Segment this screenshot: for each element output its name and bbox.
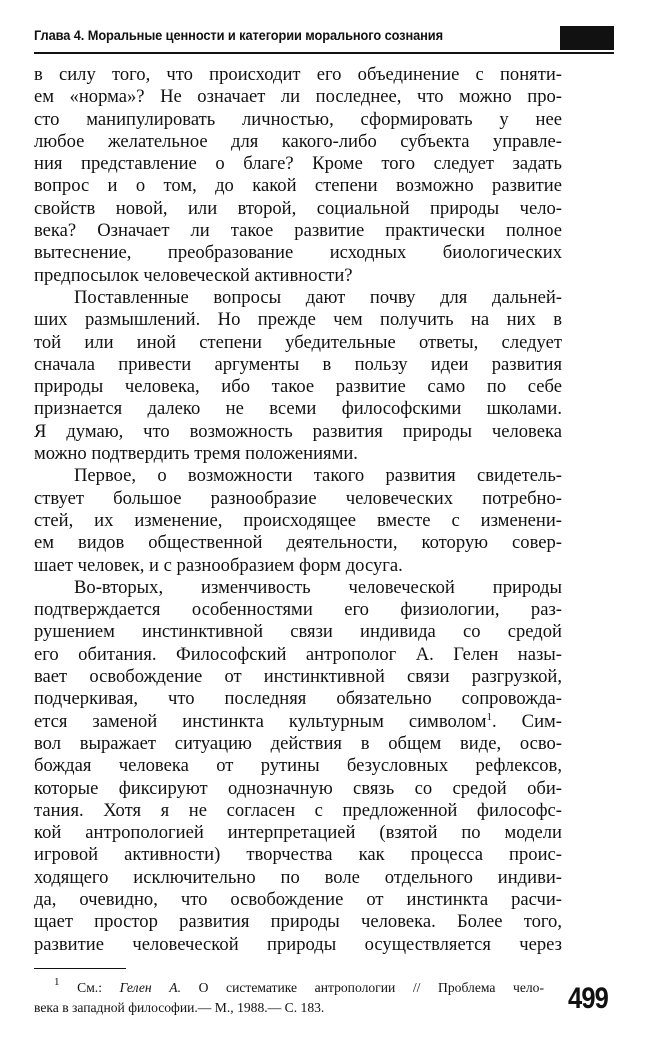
text-line: подтверждается особенностями его физиологии, раз- <box>34 599 562 621</box>
text-line: ния представление о благе? Кроме того следует задать <box>34 153 562 175</box>
text-line: вопрос и о том, до какой степени возможно развитие <box>34 175 562 197</box>
text-line: кой антропологией интерпретацией (взятой по модели <box>34 822 562 844</box>
text-line: стей, их изменение, происходящее вместе с изменени- <box>34 509 562 531</box>
text-line: игровой активности) творчества как процесса проис- <box>34 844 562 866</box>
footnote-prefix: См.: <box>77 980 120 995</box>
text-fragment: ется заменой инстинкта культурным символом <box>34 710 487 732</box>
text-line: сто манипулировать личностью, сформировать у нее <box>34 108 562 130</box>
footnote-author: Гелен А. <box>119 980 181 995</box>
text-line: Первое, о возможности такого развития свидетель- <box>74 465 562 487</box>
footnote-divider <box>34 968 126 969</box>
text-line: Во-вторых, изменчивость человеческой природы <box>74 576 562 598</box>
text-line: Я думаю, что возможность развития природы человека <box>34 420 562 442</box>
text-line: бождая человека от рутины безусловных рефлексов, <box>34 755 562 777</box>
body-text <box>34 64 562 956</box>
page-number: 499 <box>568 982 609 1015</box>
text-line: ствует большое разнообразие человеческих потребно- <box>34 487 562 509</box>
text-line: вытеснение, преобразование исходных биологических <box>34 242 562 264</box>
text-line: рушением инстинктивной связи индивида со средой <box>34 621 562 643</box>
text-line: развитие человеческой природы осуществляется через <box>34 933 562 955</box>
text-line: его обитания. Философский антрополог А. Гелен назы- <box>34 643 562 665</box>
footnote-reference: 1 <box>486 710 493 723</box>
text-line-with-footnote-ref <box>34 711 562 733</box>
text-line: ших размышлений. Но прежде чем получить на них в <box>34 309 562 331</box>
text-line: свойств новой, или второй, социальной природы чело- <box>34 197 562 219</box>
footnote-citation: О систематике антропологии // Проблема чело- <box>180 980 545 995</box>
text-line: той или иной степени убедительные ответы, следует <box>34 331 562 353</box>
text-line: любое желательное для какого-либо субъекта управле- <box>34 130 562 152</box>
text-line: ходящего исключительно по воле отдельного индиви- <box>34 866 562 888</box>
text-line: предпосылок человеческой активности? <box>34 264 353 286</box>
text-line: века? Означает ли такое развитие практически полное <box>34 220 562 242</box>
text-line: в силу того, что происходит его объединение с поняти- <box>34 64 562 85</box>
text-line: вает освобождение от инстинктивной связи разгрузкой, <box>34 666 562 688</box>
footnote-line: века в западной философии.— М., 1988.— С. 183. <box>34 1000 325 1015</box>
footnote-line <box>34 978 544 998</box>
text-line: Поставленные вопросы дают почву для дальней- <box>74 286 562 308</box>
text-line: которые фиксируют однозначную связь со средой оби- <box>34 777 562 799</box>
text-line: шает человек, и с разнообразием форм досуга. <box>34 554 403 576</box>
text-line: ем видов общественной деятельности, которую совер- <box>34 532 562 554</box>
footnote <box>34 978 544 1018</box>
chapter-title: Глава 4. Моральные ценности и категории морального сознания <box>34 28 443 43</box>
text-fragment: . Сим- <box>492 710 562 732</box>
text-line: подчеркивая, что последняя обязательно сопровожда- <box>34 688 562 710</box>
footnote-marker: 1 <box>54 976 60 988</box>
running-header <box>34 26 614 54</box>
text-line: тания. Хотя я не согласен с предложенной философс- <box>34 799 562 821</box>
text-line: щает простор развития природы человека. Более того, <box>34 911 562 933</box>
text-line: да, очевидно, что освобождение от инстинкта расчи- <box>34 888 562 910</box>
header-black-block <box>560 26 614 50</box>
text-line: ем «норма»? Не означает ли последнее, что можно про- <box>34 86 562 108</box>
text-line: можно подтвердить тремя положениями. <box>34 443 358 465</box>
text-line: признается далеко не всеми философскими школами. <box>34 398 562 420</box>
text-line: природы человека, ибо такое развитие само по себе <box>34 376 562 398</box>
text-line: вол выражает ситуацию действия в общем виде, осво- <box>34 732 562 754</box>
text-line: сначала привести аргументы в пользу идеи развития <box>34 353 562 375</box>
